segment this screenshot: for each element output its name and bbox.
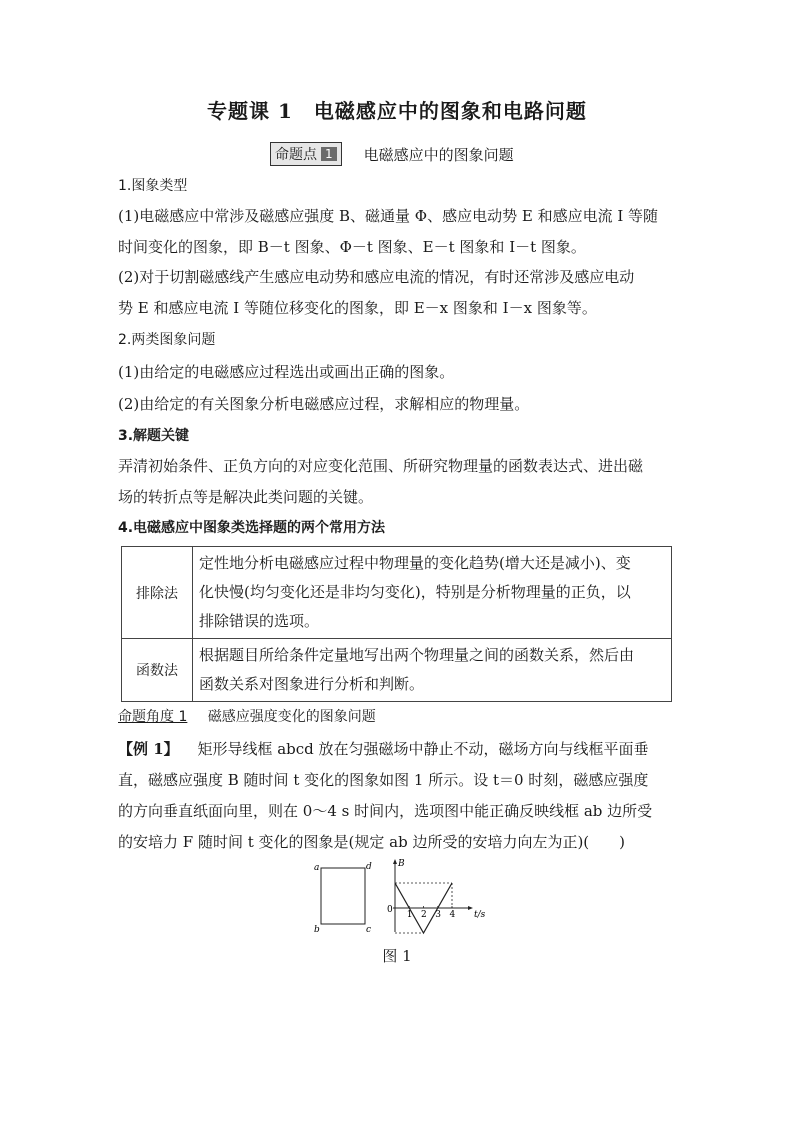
- heading-methods: 4.电磁感应中图象类选择题的两个常用方法: [118, 520, 386, 536]
- angle-label: 命题角度 1: [118, 709, 188, 725]
- topic-tag: [270, 142, 342, 166]
- x-tick-label: 4: [449, 910, 456, 920]
- methods-table: [121, 546, 672, 702]
- y-axis-label: B: [398, 859, 405, 869]
- frame-label-c: c: [366, 925, 372, 935]
- section-header: [270, 141, 514, 167]
- method-name: 排除法: [122, 547, 193, 639]
- b-t-graph: [387, 859, 486, 933]
- paragraph-line: (2)由给定的有关图象分析电磁感应过程，求解相应的物理量。: [118, 395, 530, 413]
- heading-two-problem-types: 2.两类图象问题: [118, 332, 216, 348]
- heading-image-types: 1.图象类型: [118, 178, 188, 194]
- frame-label-b: b: [314, 925, 320, 935]
- heading-key-points: 3.解题关键: [118, 428, 190, 444]
- x-tick-label: 1: [406, 910, 413, 920]
- method-description: [193, 547, 672, 639]
- origin-label: 0: [387, 905, 393, 915]
- angle-heading: [118, 706, 678, 728]
- table-row: [122, 639, 672, 702]
- description-line: 函数关系对图象进行分析和判断。: [199, 675, 425, 693]
- page-title: 专题课 1 电磁感应中的图象和电路问题: [207, 99, 587, 123]
- description-line: 化快慢(均匀变化还是非均匀变化)，特别是分析物理量的正负，以: [199, 583, 631, 601]
- description-line: 根据题目所给条件定量地写出两个物理量之间的函数关系，然后由: [199, 646, 635, 664]
- topic-tag-label: 命题点: [275, 147, 317, 163]
- y-axis-arrow: [393, 859, 397, 864]
- method-name: 函数法: [122, 639, 193, 702]
- x-tick-label: 3: [435, 910, 441, 920]
- example-line: 的安培力 F 随时间 t 变化的图象是(规定 ab 边所受的安培力向左为正)( ): [118, 833, 626, 851]
- topic-tag-number: 1: [321, 147, 337, 161]
- paragraph-line: (1)由给定的电磁感应过程选出或画出正确的图象。: [118, 363, 455, 381]
- description-line: 定性地分析电磁感应过程中物理量的变化趋势(增大还是减小)、变: [199, 554, 631, 572]
- table-row: [122, 547, 672, 639]
- description-line: 排除错误的选项。: [199, 612, 320, 630]
- angle-title: 磁感应强度变化的图象问题: [207, 709, 376, 725]
- section-title: 电磁感应中的图象问题: [363, 145, 514, 164]
- frame-label-a: a: [314, 863, 320, 873]
- wire-frame: [321, 868, 365, 924]
- paragraph-line: (1)电磁感应中常涉及磁感应强度 B、磁通量 Φ、感应电动势 E 和感应电流 I 等随: [118, 207, 659, 225]
- figure-caption: 图 1: [382, 947, 412, 965]
- figure-1: [300, 856, 500, 938]
- paragraph-line: 场的转折点等是解决此类问题的关键。: [118, 488, 374, 506]
- frame-label-d: d: [366, 862, 372, 872]
- paragraph-line: 时间变化的图象，即 B－t 图象、Φ－t 图象、E－t 图象和 I－t 图象。: [118, 238, 586, 256]
- x-axis-label: t/s: [474, 910, 486, 920]
- example-line: 直，磁感应强度 B 随时间 t 变化的图象如图 1 所示。设 t＝0 时刻，磁感应强度: [118, 771, 649, 789]
- example-line: [118, 738, 678, 760]
- paragraph-line: (2)对于切割磁感线产生感应电动势和感应电流的情况，有时还常涉及感应电动: [118, 268, 635, 286]
- paragraph-line: 势 E 和感应电流 I 等随位移变化的图象，即 E－x 图象和 I－x 图象等。: [118, 299, 597, 317]
- x-tick-label: 2: [421, 910, 427, 920]
- paragraph-line: 弄清初始条件、正负方向的对应变化范围、所研究物理量的函数表达式、进出磁: [118, 457, 644, 475]
- method-description: [193, 639, 672, 702]
- x-axis-arrow: [468, 906, 473, 910]
- example-label: 【例 1】: [118, 740, 179, 758]
- example-line: 的方向垂直纸面向里，则在 0～4 s 时间内，选项图中能正确反映线框 ab 边所受: [118, 802, 653, 820]
- example-text: 矩形导线框 abcd 放在匀强磁场中静止不动，磁场方向与线框平面垂: [197, 740, 649, 758]
